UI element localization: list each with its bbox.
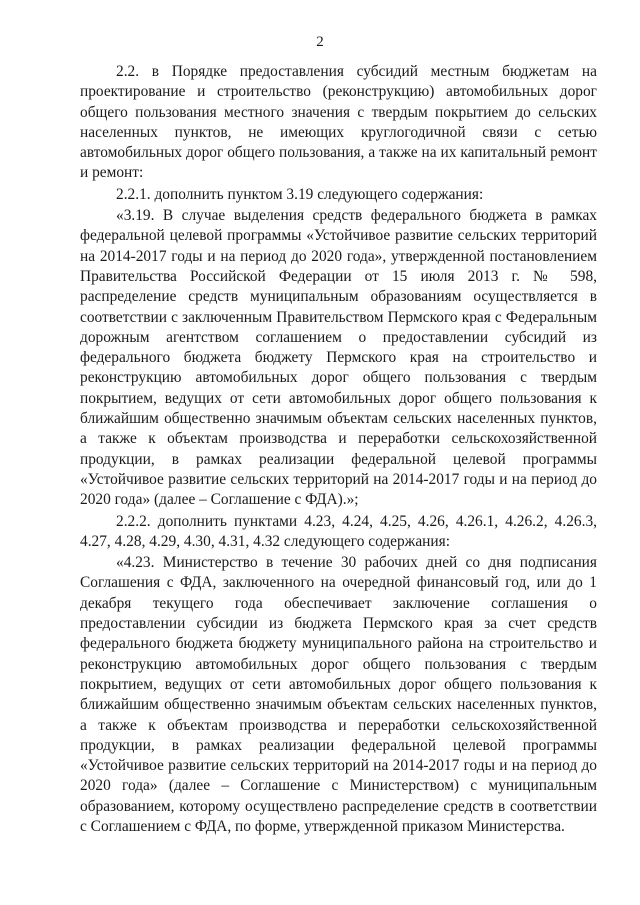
document-body <box>80 62 597 837</box>
paragraph-4-23: «4.23. Министерство в течение 30 рабочих дней со дня подписания Соглашения с ФДА, заключенного на очередной финансовый год, или до 1 декабря текущего года обеспечивает заключение соглашения о предоставлении субсидии из бюджета Пермского края за счет средств федерального бюджета бюджету муниципального района на строительство и реконструкцию автомобильных дорог общего пользования с твердым покрытием, ведущих от сети автомобильных дорог общего пользования к ближайшим общественно значимым объектам сельских населенных пунктов, а также к объектам производства и переработки сельскохозяйственной продукции, в рамках реализации федеральной целевой программы «Устойчивое развитие сельских территорий на 2014-2017 годы и на период до 2020 года» (далее – Соглашение с Министерством) с муниципальным образованием, которому осуществлено распределение средств в соответствии с Соглашением с ФДА, по форме, утвержденной приказом Министерства. <box>80 554 597 835</box>
paragraph-2-2: 2.2. в Порядке предоставления субсидий местным бюджетам на проектирование и строительство (реконструкцию) автомобильных дорог общего пользования местного значения с твердым покрытием до сельских населенных пунктов, не имеющих круглогодичной связи с сетью автомобильных дорог общего пользования, а также на их капитальный ремонт и ремонт: <box>80 63 597 182</box>
page-number: 2 <box>316 34 324 50</box>
paragraph-3-19: «3.19. В случае выделения средств федерального бюджета в рамках федеральной целевой программы «Устойчивое развитие сельских территорий на 2014-2017 годы и на период до 2020 года», утвержденной постановлением Правительства Российской Федерации от 15 июля 2013 г. № 598, распределение средств муниципальным образованиям осуществляется в соответствии с заключенным Правительством Пермского края с Федеральным дорожным агентством соглашением о предоставлении субсидий из федерального бюджета бюджету Пермского края на строительство и реконструкцию автомобильных дорог общего пользования с твердым покрытием, ведущих от сети автомобильных дорог общего пользования к ближайшим общественно значимым объектам сельских населенных пунктов, а также к объектам производства и переработки сельскохозяйственной продукции, в рамках реализации федеральной целевой программы «Устойчивое развитие сельских территорий на 2014-2017 годы и на период до 2020 года» (далее – Соглашение с ФДА).»; <box>80 207 597 509</box>
paragraph-2-2-1: 2.2.1. дополнить пунктом 3.19 следующего содержания: <box>116 185 484 203</box>
paragraph-2-2-2: 2.2.2. дополнить пунктами 4.23, 4.24, 4.25, 4.26, 4.26.1, 4.26.2, 4.26.3, 4.27, 4.28, 4.29, 4.30, 4.31, 4.32 следующего содержания: <box>80 512 597 550</box>
